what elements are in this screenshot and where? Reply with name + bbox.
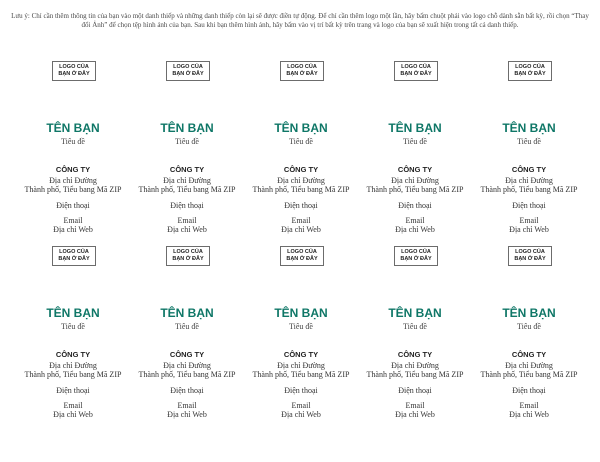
business-card[interactable] [16, 243, 130, 428]
business-card[interactable] [472, 58, 586, 243]
card-website[interactable]: Địa chỉ Web [281, 410, 321, 419]
card-phone[interactable]: Điện thoại [398, 386, 432, 395]
card-company[interactable]: CÔNG TY [169, 350, 205, 359]
card-email[interactable]: Email [291, 216, 311, 225]
card-city-state-zip[interactable]: Thành phố, Tiểu bang Mã ZIP [252, 370, 350, 379]
card-title[interactable]: Tiêu đề [517, 322, 541, 331]
card-phone[interactable]: Điện thoại [56, 201, 90, 210]
card-title[interactable]: Tiêu đề [403, 322, 427, 331]
logo-placeholder[interactable]: LOGO CỦA BẠN Ở ĐÂY [280, 61, 324, 81]
card-website[interactable]: Địa chỉ Web [53, 410, 93, 419]
card-website[interactable]: Địa chỉ Web [167, 225, 207, 234]
card-street-address[interactable]: Địa chỉ Đường [163, 361, 211, 370]
card-street-address[interactable]: Địa chỉ Đường [505, 361, 553, 370]
card-city-state-zip[interactable]: Thành phố, Tiểu bang Mã ZIP [252, 185, 350, 194]
card-website[interactable]: Địa chỉ Web [281, 225, 321, 234]
business-card[interactable] [358, 243, 472, 428]
card-title[interactable]: Tiêu đề [61, 322, 85, 331]
card-title[interactable]: Tiêu đề [175, 137, 199, 146]
card-street-address[interactable]: Địa chỉ Đường [391, 176, 439, 185]
card-phone[interactable]: Điện thoại [170, 201, 204, 210]
business-card[interactable] [130, 243, 244, 428]
card-company[interactable]: CÔNG TY [397, 165, 433, 174]
card-city-state-zip[interactable]: Thành phố, Tiểu bang Mã ZIP [480, 185, 578, 194]
card-name[interactable]: TÊN BẠN [274, 121, 328, 135]
card-phone[interactable]: Điện thoại [170, 386, 204, 395]
card-city-state-zip[interactable]: Thành phố, Tiểu bang Mã ZIP [24, 370, 122, 379]
card-email[interactable]: Email [405, 216, 425, 225]
card-website[interactable]: Địa chỉ Web [167, 410, 207, 419]
card-city-state-zip[interactable]: Thành phố, Tiểu bang Mã ZIP [138, 370, 236, 379]
business-card-grid [16, 58, 586, 428]
card-phone[interactable]: Điện thoại [398, 201, 432, 210]
card-city-state-zip[interactable]: Thành phố, Tiểu bang Mã ZIP [366, 185, 464, 194]
business-card[interactable] [244, 243, 358, 428]
card-phone[interactable]: Điện thoại [56, 386, 90, 395]
card-email[interactable]: Email [519, 401, 539, 410]
card-website[interactable]: Địa chỉ Web [395, 225, 435, 234]
card-title[interactable]: Tiêu đề [289, 137, 313, 146]
logo-placeholder[interactable]: LOGO CỦA BẠN Ở ĐÂY [166, 61, 210, 81]
card-city-state-zip[interactable]: Thành phố, Tiểu bang Mã ZIP [138, 185, 236, 194]
logo-placeholder[interactable]: LOGO CỦA BẠN Ở ĐÂY [52, 246, 96, 266]
logo-placeholder[interactable]: LOGO CỦA BẠN Ở ĐÂY [52, 61, 96, 81]
business-card[interactable] [130, 58, 244, 243]
business-card[interactable] [244, 58, 358, 243]
card-email[interactable]: Email [63, 401, 83, 410]
card-name[interactable]: TÊN BẠN [502, 121, 556, 135]
card-name[interactable]: TÊN BẠN [388, 306, 442, 320]
card-city-state-zip[interactable]: Thành phố, Tiểu bang Mã ZIP [24, 185, 122, 194]
card-title[interactable]: Tiêu đề [61, 137, 85, 146]
card-name[interactable]: TÊN BẠN [160, 121, 214, 135]
card-website[interactable]: Địa chỉ Web [395, 410, 435, 419]
card-city-state-zip[interactable]: Thành phố, Tiểu bang Mã ZIP [366, 370, 464, 379]
card-email[interactable]: Email [519, 216, 539, 225]
card-title[interactable]: Tiêu đề [403, 137, 427, 146]
card-street-address[interactable]: Địa chỉ Đường [505, 176, 553, 185]
card-email[interactable]: Email [63, 216, 83, 225]
card-street-address[interactable]: Địa chỉ Đường [163, 176, 211, 185]
card-company[interactable]: CÔNG TY [169, 165, 205, 174]
card-phone[interactable]: Điện thoại [512, 201, 546, 210]
card-phone[interactable]: Điện thoại [512, 386, 546, 395]
instruction-note: Lưu ý: Chỉ cần thêm thông tin của bạn vào một danh thiếp và những danh thiếp còn lại sẽ được điền tự động. Để chỉ cần thêm logo một lần, hãy bấm chuột phải vào logo chỗ dành sẵn bất kỳ, rồi chọn “Thay đổi Ảnh” để chọn tệp hình ảnh của bạn. Sau khi bạn thêm hình ảnh, hãy bấm vào vị trí bất kỳ trên trang và logo của bạn sẽ xuất hiện trong tất cả danh thiếp. [11, 12, 589, 29]
card-title[interactable]: Tiêu đề [289, 322, 313, 331]
logo-placeholder[interactable]: LOGO CỦA BẠN Ở ĐÂY [508, 61, 552, 81]
card-website[interactable]: Địa chỉ Web [509, 410, 549, 419]
card-company[interactable]: CÔNG TY [397, 350, 433, 359]
card-email[interactable]: Email [177, 401, 197, 410]
card-company[interactable]: CÔNG TY [55, 165, 91, 174]
business-card[interactable] [358, 58, 472, 243]
card-phone[interactable]: Điện thoại [284, 201, 318, 210]
card-website[interactable]: Địa chỉ Web [509, 225, 549, 234]
logo-placeholder[interactable]: LOGO CỦA BẠN Ở ĐÂY [394, 61, 438, 81]
card-street-address[interactable]: Địa chỉ Đường [49, 361, 97, 370]
card-title[interactable]: Tiêu đề [517, 137, 541, 146]
business-card[interactable] [16, 58, 130, 243]
card-city-state-zip[interactable]: Thành phố, Tiểu bang Mã ZIP [480, 370, 578, 379]
card-company[interactable]: CÔNG TY [283, 350, 319, 359]
card-street-address[interactable]: Địa chỉ Đường [277, 361, 325, 370]
card-email[interactable]: Email [177, 216, 197, 225]
card-name[interactable]: TÊN BẠN [502, 306, 556, 320]
card-street-address[interactable]: Địa chỉ Đường [391, 361, 439, 370]
card-email[interactable]: Email [405, 401, 425, 410]
card-street-address[interactable]: Địa chỉ Đường [277, 176, 325, 185]
card-street-address[interactable]: Địa chỉ Đường [49, 176, 97, 185]
card-name[interactable]: TÊN BẠN [274, 306, 328, 320]
logo-placeholder[interactable]: LOGO CỦA BẠN Ở ĐÂY [394, 246, 438, 266]
card-website[interactable]: Địa chỉ Web [53, 225, 93, 234]
business-card[interactable] [472, 243, 586, 428]
logo-placeholder[interactable]: LOGO CỦA BẠN Ở ĐÂY [166, 246, 210, 266]
card-name[interactable]: TÊN BẠN [160, 306, 214, 320]
card-company[interactable]: CÔNG TY [55, 350, 91, 359]
card-phone[interactable]: Điện thoại [284, 386, 318, 395]
card-company[interactable]: CÔNG TY [511, 165, 547, 174]
logo-placeholder[interactable]: LOGO CỦA BẠN Ở ĐÂY [508, 246, 552, 266]
logo-placeholder[interactable]: LOGO CỦA BẠN Ở ĐÂY [280, 246, 324, 266]
card-name[interactable]: TÊN BẠN [388, 121, 442, 135]
card-name[interactable]: TÊN BẠN [46, 306, 100, 320]
card-company[interactable]: CÔNG TY [283, 165, 319, 174]
card-title[interactable]: Tiêu đề [175, 322, 199, 331]
card-company[interactable]: CÔNG TY [511, 350, 547, 359]
card-email[interactable]: Email [291, 401, 311, 410]
card-name[interactable]: TÊN BẠN [46, 121, 100, 135]
